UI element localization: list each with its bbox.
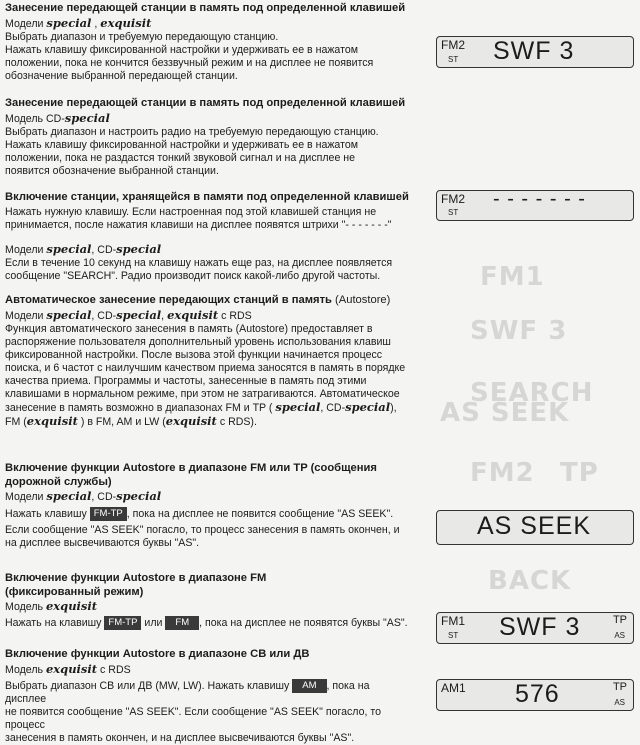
body-text: положении, пока не раздастся тонкий звуковой сигнал и на дисплее не [5,151,356,164]
band-label: FM2 [441,192,465,206]
display-text: SWF 3 [499,613,581,641]
section-store-station-cd [5,97,410,178]
body-text: обозначение выбранной передающей станции. [5,69,238,82]
body-text: поиска, и 6 частот с наилучшим качеством приема заносятся в память в порядке [5,361,406,374]
display-text: AS SEEK [477,512,591,540]
band-label: AM1 [441,681,466,695]
body-text: положении, пока не кончится беззвучный режим и на дисплее не появится [5,56,374,69]
section-store-station [5,2,410,83]
body-text: не появится сообщение "AS SEEK". Если сообщение "AS SEEK" погасло, то процесс [5,705,382,731]
body-text: качества приема. Программы и частоты, занесенные в память под этими [5,374,367,387]
section-autostore [5,294,410,429]
band-label: FM2 [441,38,465,52]
body-text: Нажать на клавишу FM-TP или FM , пока на дисплее не появятся буквы "AS". [5,617,408,629]
body-text: Нажать клавишу фиксированной настройки и удерживать ее в нажатом [5,138,358,151]
body-text: FM (exquisit ) в FM, AM и LW (exquisit с RDS). [5,413,257,428]
body-text: клавишами в нормальном режиме, при этом не затрагиваются. Автоматическое [5,387,400,400]
body-text: на дисплее высвечиваются буквы "AS". [5,537,200,549]
model-name: exquisit [165,413,217,428]
body-text: Если в течение 10 секунд на клавишу нажать еще раз, на дисплее появляется [5,256,393,269]
section-title: Включение станции, хранящейся в памяти под определенной клавишей [5,191,409,203]
ghost-text: AS SEEK [440,398,570,428]
models-line: Модель exquisit [5,599,98,613]
display-text: 576 [515,680,560,708]
models-line: Модели special, CD-special [5,489,162,503]
models-line: Модель exquisit с RDS [5,661,131,676]
model-name: exquisit [45,599,98,613]
model-name: special [116,307,162,322]
fm-key: FM [165,616,199,630]
body-text: Выбрать диапазон и настроить радио на требуемую передающую станцию. [5,125,379,138]
section-title: Включение функции Autostore в диапазоне FM (фиксированный режим) [5,572,267,598]
radio-display [436,190,634,221]
section-autostore-fm-fixed [5,572,410,630]
body-text: Нажать нужную клавишу. Если настроенная под этой клавишей станция не [5,205,377,218]
section-recall-station [5,191,410,283]
radio-display [436,612,634,644]
body-text: Выбрать диапазон СВ или ДВ (MW, LW). Нажать клавишу AM , пока на дисплее [5,679,370,705]
model-name: special [46,241,92,256]
model-name: exquisit [167,307,219,322]
model-name: special [64,110,110,125]
ghost-text: TP [560,458,599,488]
model-name: special [46,15,92,30]
ghost-text: FM1 [480,262,545,292]
body-text: Выбрать диапазон и требуемую передающую станцию. [5,30,279,43]
section-title: Занесение передающей станции в память под определенной клавишей [5,97,406,109]
stereo-indicator: ST [448,631,459,640]
body-text: сообщение "SEARCH". Радио производит поиск какой-либо другой частоты. [5,269,381,282]
body-text: Нажать клавишу фиксированной настройки и удерживать ее в нажатом [5,43,358,56]
model-name: exquisit [100,15,152,30]
ghost-text: BACK [488,566,572,596]
body-text: Функция автоматического занесения в память (Autostore) предоставляет в [5,322,373,335]
model-name: special [116,241,162,256]
model-name: special [116,489,162,503]
display-text: SWF 3 [493,37,575,65]
body-text: Нажать клавишу FM-TP , пока на дисплее не появится сообщение "AS SEEK". [5,508,394,520]
model-name: special [46,489,92,503]
body-text: занесения в память окончен, и на дисплее высвечиваются буквы "AS". [5,731,355,744]
am-key: AM [292,679,326,693]
model-name: special [345,399,391,414]
section-title: Включение функции Autostore в диапазоне FM или TP (сообщения дорожной службы) [5,462,377,488]
ghost-text: FM2 [470,458,535,488]
radio-display [436,36,634,68]
body-text: распоряжение пользователя дополнительный уровень использования клавиш [5,335,391,348]
body-text: фиксированной настройки. После вызова этой функции начинается процесс [5,348,383,361]
body-text: занесение в память возможно в диапазонах FM и TP ( special, CD-special), [5,399,397,414]
model-name: special [275,399,321,414]
section-title: Занесение передающей станции в память под определенной клавишей [5,2,406,14]
radio-display [436,510,634,545]
models-line: Модели special , exquisit [5,15,152,30]
section-autostore-fm-tp [5,462,410,550]
body-text: Если сообщение "AS SEEK" погасло, то процесс занесения в память окончен, и [5,524,400,536]
band-label: FM1 [441,614,465,628]
body-text: появится обозначение выбранной станции. [5,164,219,177]
fm-tp-key: FM-TP [90,507,127,521]
section-autostore-mw-lw [5,648,410,745]
section-title: Автоматическое занесение передающих станций в память (Autostore) [5,294,391,306]
as-indicator: AS [614,698,625,707]
ghost-text: SEARCH [470,378,594,408]
fm-tp-key: FM-TP [104,616,141,630]
models-line: Модели special, CD-special, exquisit с RDS [5,307,252,322]
model-name: exquisit [26,413,78,428]
ghost-text: SWF 3 [470,316,568,346]
body-text: принимается, после нажатия клавиши на дисплее появятся штрихи "- - - - - - -" [5,218,392,231]
tp-indicator: TP [612,614,627,626]
model-name: special [46,307,92,322]
as-indicator: AS [614,631,625,640]
tp-indicator: TP [612,681,627,693]
section-title: Включение функции Autostore в диапазоне СВ или ДВ [5,648,310,660]
model-name: exquisit [45,661,98,676]
stereo-indicator: ST [448,55,459,64]
models-line: Модели special, CD-special [5,241,162,256]
models-line: Модель CD-special [5,110,110,125]
display-text: - - - - - - - [493,188,586,210]
stereo-indicator: ST [448,208,459,217]
radio-display [436,679,634,711]
